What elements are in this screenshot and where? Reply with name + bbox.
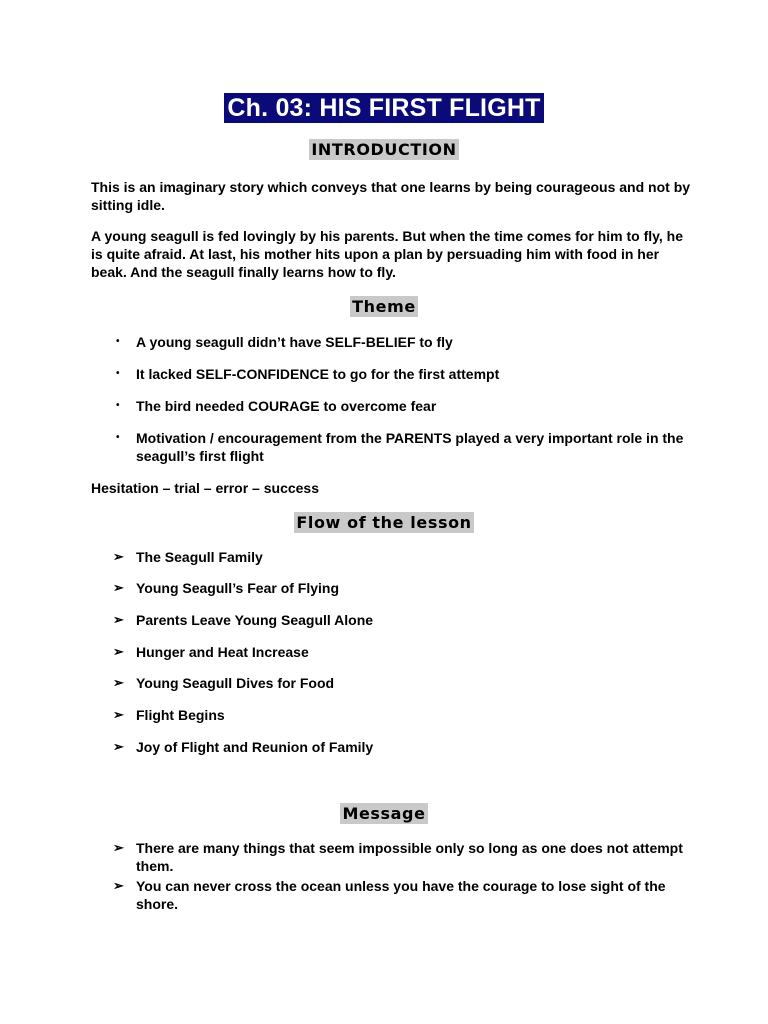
- theme-heading: Theme: [352, 297, 416, 316]
- flow-item-text: Hunger and Heat Increase: [136, 644, 309, 660]
- bullet-marker: •: [116, 432, 120, 443]
- intro-paragraph-2: A young seagull is fed lovingly by his parents. But when the time comes for him to fly, he is quite afraid. At last, his mother hits upon a plan by persuading him with food in her beak. And the seagull finally learns how to fly.: [91, 228, 683, 280]
- arrow-marker: ➢: [113, 878, 124, 893]
- message-item-text: You can never cross the ocean unless you have the courage to lose sight of the shore.: [136, 878, 666, 912]
- message-heading: Message: [342, 804, 426, 823]
- intro-paragraph-1: This is an imaginary story which conveys that one learns by being courageous and not by sitting idle.: [91, 179, 691, 213]
- arrow-marker: ➢: [113, 644, 124, 659]
- bullet-marker: •: [116, 336, 120, 347]
- theme-item-text: Motivation / encouragement from the PARENTS played a very important role in the seagull’s first flight: [136, 430, 684, 464]
- theme-item-text: It lacked SELF-CONFIDENCE to go for the first attempt: [136, 366, 500, 382]
- flow-item-text: Joy of Flight and Reunion of Family: [136, 739, 374, 755]
- theme-item-text: A young seagull didn’t have SELF-BELIEF to fly: [136, 334, 453, 350]
- flow-heading: Flow of the lesson: [296, 513, 472, 532]
- arrow-marker: ➢: [113, 739, 124, 754]
- arrow-marker: ➢: [113, 840, 124, 855]
- flow-item-text: Parents Leave Young Seagull Alone: [136, 612, 374, 628]
- page-title: Ch. 03: HIS FIRST FLIGHT: [224, 93, 543, 123]
- theme-item-text: The bird needed COURAGE to overcome fear: [136, 398, 437, 414]
- theme-heading-block: [0, 296, 768, 317]
- theme-summary: Hesitation – trial – error – success: [91, 480, 319, 496]
- message-item-text: There are many things that seem impossible only so long as one does not attempt them.: [136, 840, 683, 874]
- arrow-marker: ➢: [113, 549, 124, 564]
- arrow-marker: ➢: [113, 675, 124, 690]
- bullet-marker: •: [116, 368, 120, 379]
- intro-heading-block: [0, 139, 768, 160]
- message-heading-block: [0, 803, 768, 824]
- flow-item-text: The Seagull Family: [136, 549, 263, 565]
- intro-heading: INTRODUCTION: [311, 140, 457, 159]
- arrow-marker: ➢: [113, 612, 124, 627]
- bullet-marker: •: [116, 400, 120, 411]
- flow-item-text: Young Seagull Dives for Food: [136, 675, 335, 691]
- flow-item-text: Flight Begins: [136, 707, 225, 723]
- arrow-marker: ➢: [113, 580, 124, 595]
- title-block: [0, 93, 768, 123]
- arrow-marker: ➢: [113, 707, 124, 722]
- flow-item-text: Young Seagull’s Fear of Flying: [136, 580, 340, 596]
- flow-heading-block: [0, 512, 768, 533]
